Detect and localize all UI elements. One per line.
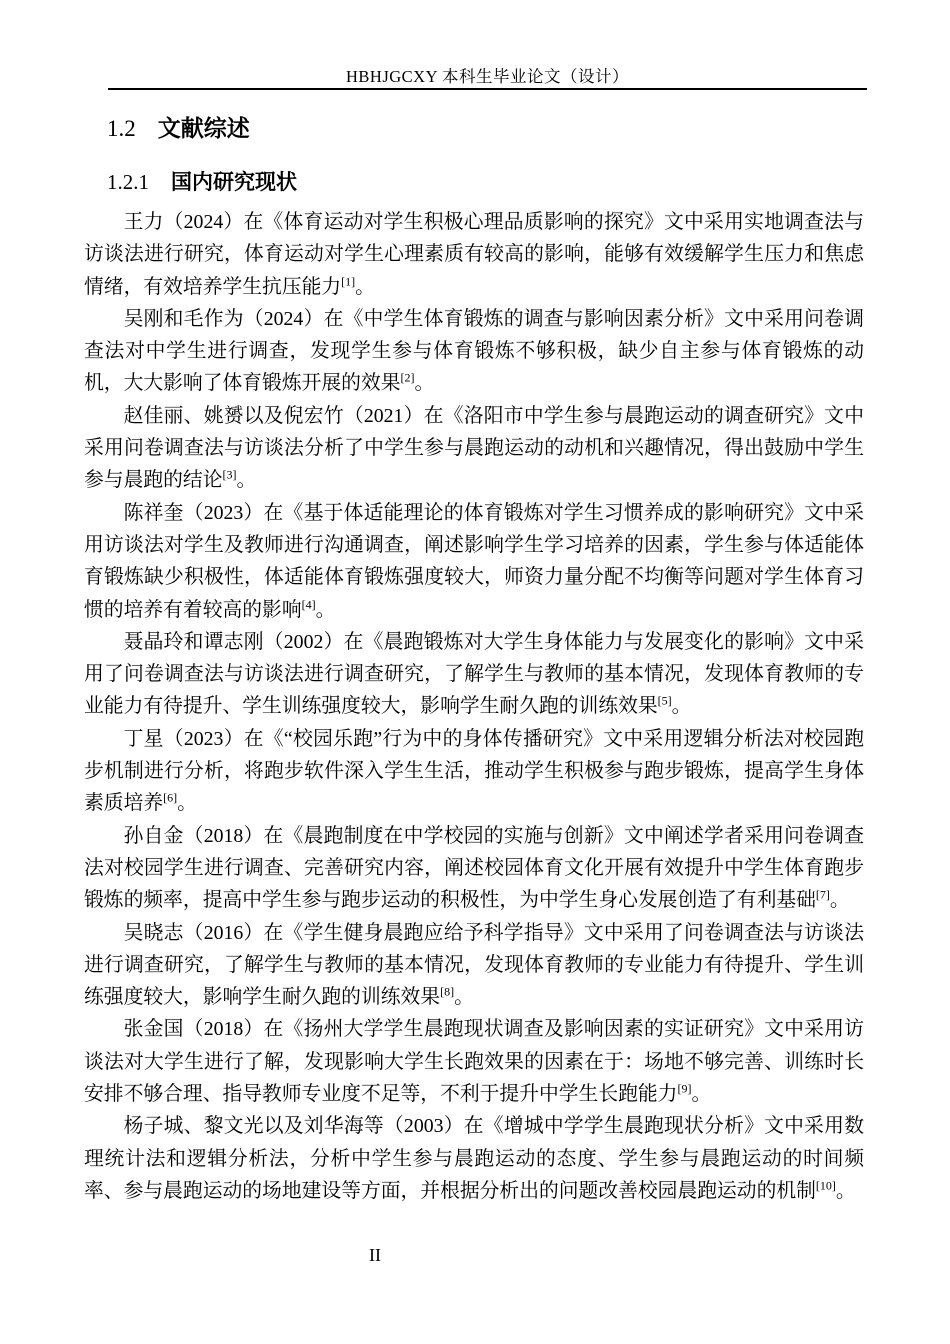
citation-superscript: [9] [677,1081,692,1096]
literature-paragraph [84,723,864,820]
page-number: II [369,1245,381,1265]
literature-paragraph [84,820,864,917]
citation-superscript: [1] [341,274,356,288]
paragraph-text: 张金国（2018）在《扬州大学学生晨跑现状调查及影响因素的实证研究》文中采用访谈法对大学生进行了解，发现影响大学生长跑效果的因素在于：场地不够完善、训练时长安排不够合理、指导教师专业度不足等，不利于提升中学生长跑能力 [84,1018,864,1106]
section-number: 1.2 [107,116,136,141]
paragraph-text: 王力（2024）在《体育运动对学生积极心理品质影响的探究》文中采用实地调查法与访谈法进行研究，体育运动对学生心理素质有较高的影响，能够有效缓解学生压力和焦虑情绪，有效培养学生抗压能力 [84,211,864,298]
running-head-title: HBHJGCXY 本科生毕业论文（设计） [345,67,630,86]
literature-paragraph [84,626,864,723]
section-heading [107,112,250,145]
literature-paragraph [84,303,864,400]
subsection-heading [107,167,297,198]
citation-superscript: [8] [440,984,455,999]
paragraph-text: 丁星（2023）在《“校园乐跑”行为中的身体传播研究》文中采用逻辑分析法对校园跑步机制进行分析，将跑步软件深入学生生活，推动学生积极参与跑步锻炼，提高学生身体素质培养 [84,727,864,815]
literature-paragraph [84,1110,864,1207]
paragraph-period: 。 [671,695,692,718]
section-title: 文献综述 [157,115,250,141]
paragraph-period: 。 [414,372,435,395]
paragraph-text: 吴刚和毛作为（2024）在《中学生体育锻炼的调查与影响因素分析》文中采用问卷调查法对中学生进行调查，发现学生参与体育锻炼不够积极，缺少自主参与体育锻炼的动机，大大影响了体育锻炼开展的效果 [84,307,864,395]
paragraph-period: 。 [177,792,197,815]
paragraph-period: 。 [835,1179,856,1202]
paragraph-period: 。 [355,275,375,298]
citation-superscript: [4] [301,596,316,611]
header-divider [108,88,867,90]
citation-superscript: [7] [815,887,830,902]
paragraph-period: 。 [454,986,474,1009]
subsection-title: 国内研究现状 [171,171,297,194]
paragraph-text: 杨子城、黎文光以及刘华海等（2003）在《增城中学学生晨跑现状分析》文中采用数理统计法和逻辑分析法，分析中学生参与晨跑运动的态度、学生参与晨跑运动的时间频率、参与晨跑运动的场地建设等方面，并根据分析出的问题改善校园晨跑运动的机制 [84,1115,864,1202]
citation-superscript: [3] [222,467,237,482]
citation-superscript: [6] [163,790,178,805]
paragraph-text: 赵佳丽、姚赟以及倪宏竹（2021）在《洛阳市中学生参与晨跑运动的调查研究》文中采用问卷调查法与访谈法分析了中学生参与晨跑运动的动机和兴趣情况，得出鼓励中学生参与晨跑的结论 [84,404,864,492]
paragraph-period: 。 [829,889,850,912]
paragraph-text: 陈祥奎（2023）在《基于体适能理论的体育锻炼对学生习惯养成的影响研究》文中采用访谈法对学生及教师进行沟通调查，阐述影响学生学习培养的因素，学生参与体适能体育锻炼缺少积极性，体适能体育锻炼强度较大，师资力量分配不均衡等问题对学生体育习惯的培养有着较高的影响 [84,501,864,621]
paragraph-period: 。 [691,1083,712,1106]
citation-superscript: [10] [815,1178,836,1193]
literature-paragraph [84,1013,864,1110]
paragraph-period: 。 [315,598,336,621]
paragraph-text: 吴晓志（2016）在《学生健身晨跑应给予科学指导》文中采用了问卷调查法与访谈法进行调查研究，了解学生与教师的基本情况，发现体育教师的专业能力有待提升、学生训练强度较大，影响学生耐久跑的训练效果 [84,921,864,1009]
literature-paragraph [84,917,864,1014]
paragraph-text: 孙自金（2018）在《晨跑制度在中学校园的实施与创新》文中阐述学者采用问卷调查法对校园学生进行调查、完善研究内容，阐述校园体育文化开展有效提升中学生体育跑步锻炼的频率，提高中学生参与跑步运动的积极性，为中学生身心发展创造了有利基础 [84,824,864,912]
page-footer [0,1243,750,1267]
paragraph-text: 聂晶玲和谭志刚（2002）在《晨跑锻炼对大学生身体能力与发展变化的影响》文中采用了问卷调查法与访谈法进行调查研究，了解学生与教师的基本情况，发现体育教师的专业能力有待提升、学生训练强度较大，影响学生耐久跑的训练效果 [84,630,864,718]
literature-paragraph [84,206,864,303]
literature-paragraph [84,497,864,626]
literature-paragraph [84,400,864,497]
citation-superscript: [2] [400,370,415,385]
subsection-number: 1.2.1 [107,170,149,194]
paragraph-period: 。 [236,469,257,492]
citation-superscript: [5] [657,693,672,708]
body-text [84,206,864,1207]
